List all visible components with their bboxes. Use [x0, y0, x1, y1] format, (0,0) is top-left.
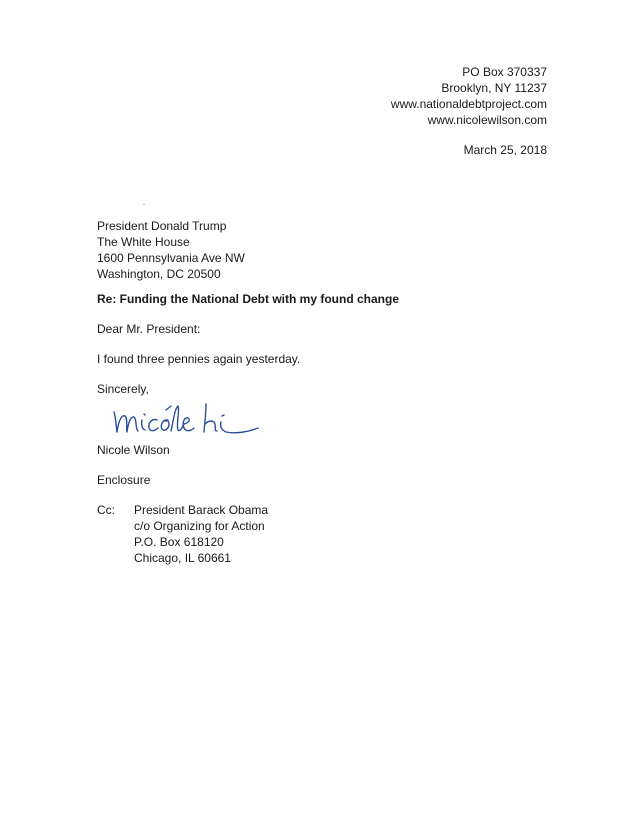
sender-city-state-zip: Brooklyn, NY 11237 — [441, 81, 547, 95]
signer-name: Nicole Wilson — [97, 443, 170, 457]
sender-website-2: www.nicolewilson.com — [427, 113, 547, 127]
recipient-address-block — [97, 219, 245, 283]
recipient-line-1: The White House — [97, 235, 190, 249]
recipient-line-2: 1600 Pennsylvania Ave NW — [97, 251, 245, 265]
sender-website-1: www.nationaldebtproject.com — [390, 97, 547, 111]
recipient-line-3: Washington, DC 20500 — [97, 267, 221, 281]
scan-speck — [143, 204, 145, 205]
letter-date: March 25, 2018 — [463, 143, 547, 157]
cc-line-3: P.O. Box 618120 — [134, 535, 224, 549]
salutation: Dear Mr. President: — [97, 322, 201, 336]
cc-line-4: Chicago, IL 60661 — [134, 551, 231, 565]
sender-address-block — [391, 65, 547, 129]
handwritten-signature — [108, 398, 268, 440]
cc-line-1: President Barack Obama — [134, 503, 269, 517]
enclosure-note: Enclosure — [97, 473, 151, 487]
letter-body: I found three pennies again yesterday. — [97, 352, 301, 366]
cc-label: Cc: — [97, 503, 115, 517]
cc-address-block — [134, 503, 268, 567]
sender-po-box: PO Box 370337 — [462, 65, 547, 79]
subject-line: Re: Funding the National Debt with my found change — [97, 292, 399, 306]
cc-line-2: c/o Organizing for Action — [134, 519, 265, 533]
closing: Sincerely, — [97, 382, 149, 396]
recipient-name: President Donald Trump — [97, 219, 227, 233]
